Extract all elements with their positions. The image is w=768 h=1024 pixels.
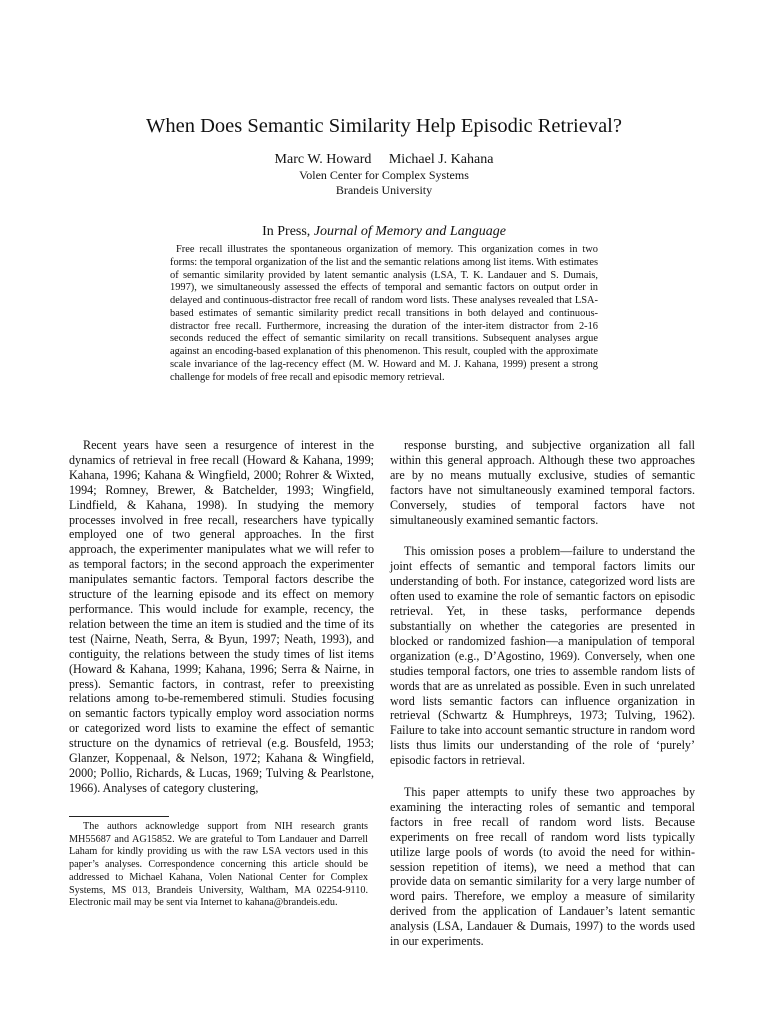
- footnote-divider: [69, 816, 169, 817]
- press-prefix: In Press,: [262, 224, 314, 239]
- body-paragraph: response bursting, and subjective organization all fall within this general approach. Although these two approaches are by no means mutually exclusive, studies of semantic factors have not simultaneously examined temporal factors. Conversely, studies of temporal factors have not simultaneously examined semantic factors.: [390, 438, 695, 527]
- author-list: [0, 151, 768, 169]
- affiliation-line: Brandeis University: [335, 183, 433, 197]
- abstract: Free recall illustrates the spontaneous organization of memory. This organization comes in two forms: the temporal organization of the list and the semantic relations among list items. With estimates of semantic similarity provided by latent semantic analysis (LSA, T. K. Landauer and S. Dumais, 1997), we simultaneously assessed the effects of temporal and semantic factors on output order in delayed and continuous-distractor free recall of random word lists. These analyses revealed that LSA-based estimates of semantic similarity predict recall transitions in both delayed and continuous-distractor free recall. Furthermore, increasing the duration of the inter-item distractor from 2-16 seconds reduced the effect of semantic similarity on recall transitions. Subsequent analyses argue against an encoding-based explanation of this phenomenon. This result, coupled with the approximate scale invariance of the lag-recency effect (M. W. Howard and M. J. Kahana, 1999) present a strong challenge for models of free recall and episodic memory retrieval.: [170, 244, 598, 383]
- paper-title: When Does Semantic Similarity Help Episodic Retrieval?: [146, 115, 622, 137]
- body-paragraph: This omission poses a problem—failure to understand the joint effects of semantic and temporal factors limits our understanding of both. For instance, categorized word lists are often used to examine the role of semantic factors on episodic retrieval. Yet, in these tasks, performance depends substantially on whether the categories are presented in blocked or randomized fashion—a manipulation of temporal organization (e.g., D’Agostino, 1969). Conversely, when one studies temporal factors, one tries to assemble random lists of words that are as unrelated as possible. Even in such unrelated word lists semantic factors can influence organization in retrieval (Schwartz & Humphreys, 1973; Tulving, 1962). Failure to take into account semantic structure in random word lists thus limits our understanding of the role of ‘purely’ episodic factors in retrieval.: [390, 544, 695, 768]
- footnote: The authors acknowledge support from NIH research grants MH55687 and AG15852. We are grateful to Tom Landauer and Darrell Laham for kindly providing us with the raw LSA vectors used in this paper’s analyses. Correspondence concerning this article should be addressed to Michael Kahana, Volen National Center for Complex Systems, MS 013, Brandeis University, Waltham, MA 02254-9110. Electronic mail may be sent via Internet to kahana@brandeis.edu.: [69, 821, 368, 909]
- body-paragraph: This paper attempts to unify these two approaches by examining the interacting roles of semantic and temporal factors in free recall of random word lists. Because experiments on free recall of random word lists typically utilize large pools of words (to avoid the need for within-session repetition of items), we need a method that can provide data on semantic similarity for a very large number of word pairs. Therefore, we employ a measure of similarity derived from the application of Landauer’s latent semantic analysis (LSA, Landauer & Dumais, 1997) to the words used in our experiments.: [390, 785, 695, 949]
- journal-name: Journal of Memory and Language: [313, 224, 506, 239]
- author-name: Michael J. Kahana: [388, 152, 494, 167]
- author-name: Marc W. Howard: [274, 152, 372, 167]
- body-column-right: [390, 438, 695, 949]
- body-column-left: [69, 438, 374, 796]
- body-paragraph: Recent years have seen a resurgence of interest in the dynamics of retrieval in free recall (Howard & Kahana, 1999; Kahana, 1996; Kahana & Wingfield, 2000; Rohrer & Wixted, 1994; Romney, Brewer, & Batchelder, 1993; Wingfield, Lindfield, & Kahana, 1998). In studying the memory processes involved in free recall, researchers have typically employed one of two general approaches. In the first approach, the experimenter manipulates what we will refer to as temporal factors; in the second approach the experimenter manipulates semantic factors. Temporal factors describe the structure of the learning episode and its effect on memory performance. This would include for example, recency, the relation between the time an item is studied and the time of its test (Nairne, Neath, Serra, & Byun, 1997; Neath, 1993), and contiguity, the relations between the study times of list items (Howard & Kahana, 1999; Kahana, 1996; Serra & Nairne, in press). Semantic factors, in contrast, refer to preexisting relations among to-be-remembered stimuli. Studies focusing on semantic factors typically employ word association norms or categorized word lists to examine the effect of semantic structure on the dynamics of retrieval (e.g. Bousfeld, 1953; Glanzer, Koppenaal, & Nelson, 1972; Kahana & Wingfield, 2000; Pollio, Richards, & Lucas, 1969; Tulving & Pearlstone, 1966). Analyses of category clustering,: [69, 438, 374, 795]
- affiliation: [0, 168, 768, 198]
- affiliation-line: Volen Center for Complex Systems: [299, 168, 469, 182]
- publication-note: [0, 223, 768, 241]
